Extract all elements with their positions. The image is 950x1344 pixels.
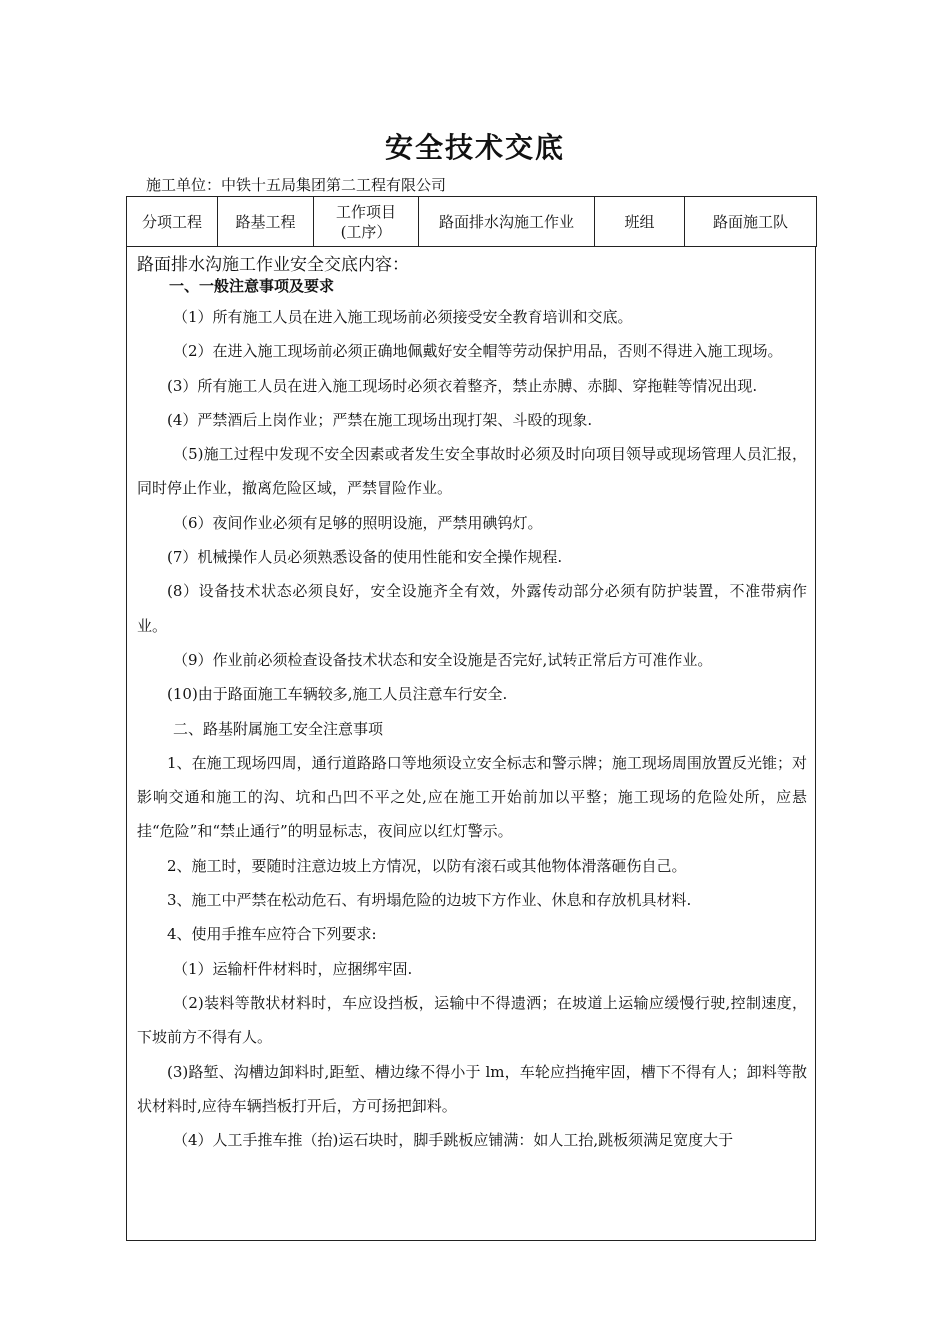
- section-1-title: 一、一般注意事项及要求: [169, 277, 335, 295]
- paragraph: (3)路堑、沟槽边卸料时,距堑、槽边缘不得小于 lm，车轮应挡掩牢固，槽下不得有人；卸料等散状材料时,应待车辆挡板打开后，方可扬把卸料。: [137, 1062, 807, 1115]
- header-cell-work-item-value: 路面排水沟施工作业: [419, 197, 595, 247]
- paragraph: (8）设备技术状态必须良好，安全设施齐全有效，外露传动部分必须有防护装置，不准带病作业。: [137, 582, 807, 635]
- header-cell-subitem-value: 路基工程: [218, 197, 314, 247]
- paragraph: 2、施工时，要随时注意边坡上方情况，以防有滚石或其他物体滑落砸伤自己。: [167, 856, 687, 875]
- paragraph: 3、施工中严禁在松动危石、有坍塌危险的边坡下方作业、休息和存放机具材料.: [167, 891, 692, 910]
- content-heading: 路面排水沟施工作业安全交底内容：: [137, 255, 409, 275]
- paragraph: (7）机械操作人员必须熟悉设备的使用性能和安全操作规程.: [167, 548, 563, 567]
- paragraph: 4、使用手推车应符合下列要求:: [167, 925, 377, 944]
- header-cell-team-label: 班组: [595, 197, 685, 247]
- body-text: [137, 300, 807, 1157]
- paragraph: (10)由于路面施工车辆较多,施工人员注意车行安全.: [167, 685, 508, 704]
- header-cell-subitem-label: 分项工程: [127, 197, 218, 247]
- content-box: [126, 246, 816, 1241]
- work-item-label-line2: (工序）: [340, 222, 392, 241]
- paragraph: （2)装料等散状材料时，车应设挡板，运输中不得遗洒；在坡道上运输应缓慢行驶,控制速度，下坡前方不得有人。: [137, 993, 807, 1047]
- paragraph: （6）夜间作业必须有足够的照明设施，严禁用碘钨灯。: [173, 513, 543, 532]
- paragraph: （2）在进入施工现场前必须正确地佩戴好安全帽等劳动保护用品，否则不得进入施工现场。: [173, 342, 783, 361]
- section-2-title: 二、路基附属施工安全注意事项: [173, 719, 384, 738]
- header-table: [126, 196, 817, 247]
- paragraph: （9）作业前必须检查设备技术状态和安全设施是否完好,试转正常后方可准作业。: [173, 650, 713, 669]
- header-cell-work-item-label: [314, 197, 419, 247]
- paragraph: （1）运输杆件材料时，应捆绑牢固.: [173, 959, 413, 978]
- paragraph: （4）人工手推车推（抬)运石块时，脚手跳板应铺满：如人工抬,跳板须满足宽度大于: [173, 1131, 734, 1150]
- document-title: 安全技术交底: [384, 131, 565, 164]
- paragraph: （1）所有施工人员在进入施工现场前必须接受安全教育培训和交底。: [173, 308, 633, 326]
- paragraph: 1、在施工现场四周，通行道路路口等地须设立安全标志和警示牌；施工现场周围放置反光锥；对影响交通和施工的沟、坑和凸凹不平之处,应在施工开始前加以平整；施工现场的危险处所，应悬挂“危险”和“禁止通行”的明显标志，夜间应以红灯警示。: [137, 753, 807, 841]
- construction-unit-line: 施工单位：中铁十五局集团第二工程有限公司: [146, 176, 447, 194]
- paragraph: (3）所有施工人员在进入施工现场时必须衣着整齐，禁止赤膊、赤脚、穿拖鞋等情况出现.: [167, 376, 758, 395]
- work-item-label-line1: 工作项目: [335, 202, 396, 221]
- header-cell-team-value: 路面施工队: [685, 197, 817, 247]
- paragraph: (4）严禁酒后上岗作业；严禁在施工现场出现打架、斗殴的现象.: [167, 410, 593, 429]
- paragraph: （5)施工过程中发现不安全因素或者发生安全事故时必须及时向项目领导或现场管理人员汇报，同时停止作业，撤离危险区域，严禁冒险作业。: [137, 445, 807, 498]
